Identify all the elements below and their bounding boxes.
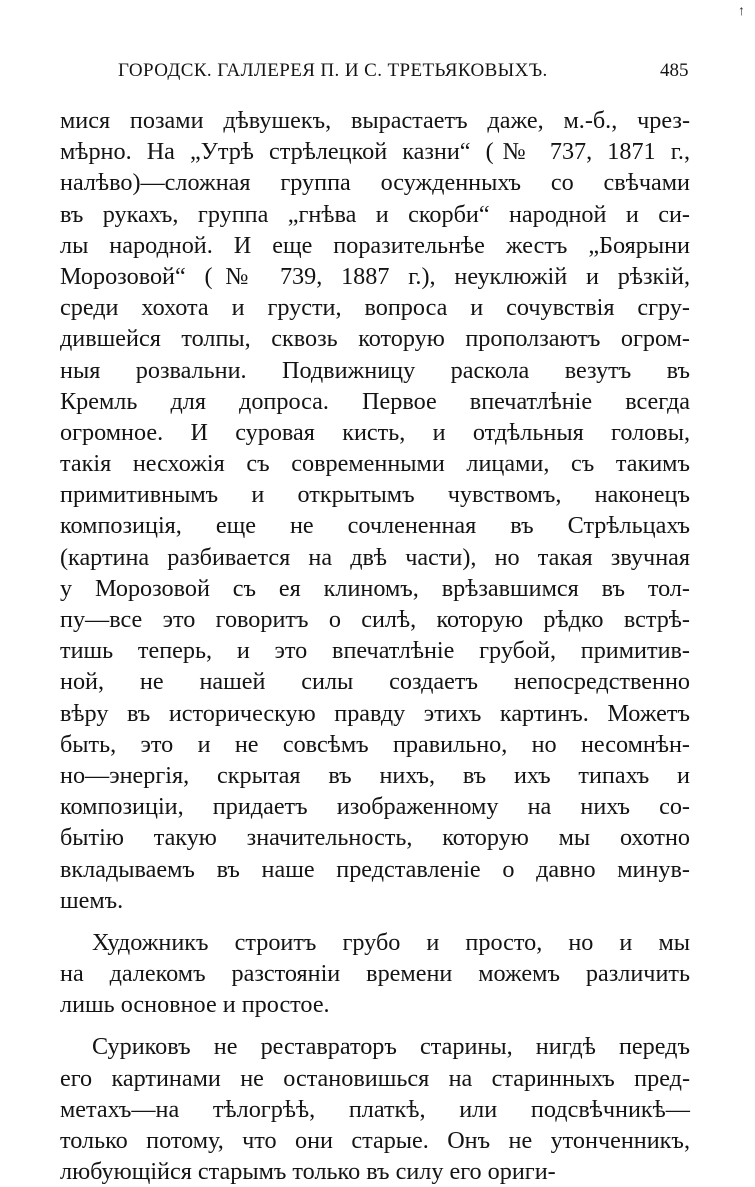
text-line: мися позами дѣвушекъ, вырастаетъ даже, м.-б., чрез-: [60, 107, 690, 134]
text-line: композиція, еще не сочлененная въ Стрѣльцахъ: [60, 512, 690, 540]
text-line: только потому, что они старые. Онъ не утонченникъ,: [60, 1127, 690, 1154]
text-line: вкладываемъ въ наше представленіе о давно минув-: [60, 855, 690, 883]
text-line: налѣво)—сложная группа осужденныхъ со свѣчами: [60, 169, 690, 197]
text-line: Морозовой“ (№ 739, 1887 г.), неуклюжій и рѣзкій,: [60, 262, 690, 290]
text-line: любующійся старымъ только въ силу его ориги-: [60, 1158, 556, 1186]
text-line: Кремль для допроса. Первое впечатлѣніе всегда: [60, 387, 690, 415]
text-line: быть, это и не совсѣмъ правильно, но несомнѣн-: [60, 730, 690, 758]
body-text: [60, 105, 690, 1187]
text-line: у Морозовой съ ея клиномъ, врѣзавшимся въ тол-: [60, 574, 690, 602]
text-line: въ рукахъ, группа „гнѣва и скорби“ народной и си-: [60, 200, 690, 228]
paragraph-gap: [60, 1020, 690, 1031]
text-line: вѣру въ историческую правду этихъ картинъ. Можетъ: [60, 699, 690, 727]
paragraph: [60, 927, 690, 1021]
text-line: Художникъ строитъ грубо и просто, но и мы: [92, 928, 690, 956]
text-line: тишь теперь, и это впечатлѣніе грубой, примитив-: [60, 637, 690, 665]
text-line: пу—все это говоритъ о силѣ, которую рѣдко встрѣ-: [60, 606, 690, 633]
text-line: метахъ—на тѣлогрѣѣ, платкѣ, или подсвѣчникѣ—: [60, 1095, 690, 1123]
text-line: на далекомъ разстояніи времени можемъ различить: [60, 960, 690, 988]
text-line: такія несхожія съ современными лицами, съ такимъ: [60, 450, 690, 478]
text-line: лы народной. И еще поразительнѣе жестъ „Боярыни: [60, 231, 690, 259]
text-line: мѣрно. На „Утрѣ стрѣлецкой казни“ (№ 737, 1871 г.,: [60, 138, 690, 166]
text-line: композиціи, придаетъ изображенному на нихъ со-: [60, 793, 690, 821]
text-line: Суриковъ не реставраторъ старины, нигдѣ передъ: [92, 1033, 690, 1061]
text-line: шемъ.: [60, 886, 124, 914]
text-line: (картина разбивается на двѣ части), но такая звучная: [60, 543, 690, 571]
running-title: ГОРОДСК. ГАЛЛЕРЕЯ П. И С. ТРЕТЬЯКОВЫХЪ.: [118, 60, 548, 81]
text-line: примитивнымъ и открытымъ чувствомъ, наконецъ: [60, 481, 690, 509]
text-line: его картинами не остановишься на старинныхъ пред-: [60, 1064, 690, 1092]
text-line: ныя розвальни. Подвижницу раскола везутъ въ: [60, 356, 690, 384]
text-line: но—энергія, скрытая въ нихъ, въ ихъ типахъ и: [60, 761, 690, 789]
paragraph: [60, 105, 690, 916]
text-line: ной, не нашей силы создаетъ непосредственно: [60, 668, 690, 696]
text-line: огромное. И суровая кисть, и отдѣльныя головы,: [60, 418, 690, 446]
text-line: лишь основное и простое.: [60, 991, 330, 1019]
paragraph: [60, 1031, 690, 1187]
page-number: 485: [660, 60, 689, 81]
text-line: среди хохота и грусти, вопроса и сочувствія сгру-: [60, 294, 690, 322]
text-line: дившейся толпы, сквозь которую проползаютъ огром-: [60, 325, 690, 353]
paragraph-gap: [60, 916, 690, 927]
page-header: [0, 60, 755, 90]
corner-mark: ↑: [738, 4, 745, 19]
text-line: бытію такую значительность, которую мы охотно: [60, 824, 690, 852]
